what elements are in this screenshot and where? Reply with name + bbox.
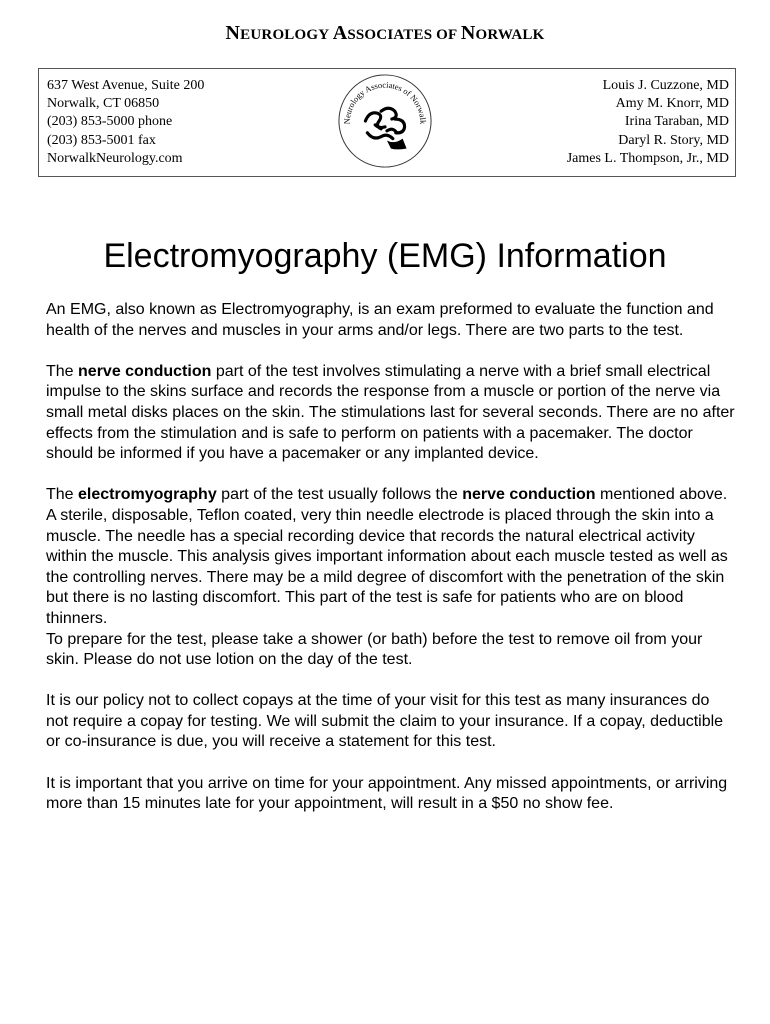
paragraph-electromyography: The electromyography part of the test usually follows the nerve conduction mentioned above. A sterile, disposable, Teflon coated, very thin needle electrode is placed through the skin into a muscle. The needle has a special recording device that records the natural electrical activity within the muscle. This analysis gives important information about each muscle tested as well as the controlling nerves. There may be a mild degree of discomfort with the penetration of the skin but there is no lasting discomfort. This part of the test is safe for patients who are on blood thinners. <box>46 486 728 627</box>
paragraph-appointment-policy: It is important that you arrive on time for your appointment. Any missed appointments, or arriving more than 15 minutes late for your appointment, will result in a $50 no show fee. <box>46 774 728 813</box>
document-title: Electromyography (EMG) Information <box>103 237 667 275</box>
physician-list <box>567 77 729 168</box>
document-body <box>46 300 736 835</box>
fax-number: (203) 853-5001 fax <box>47 132 156 148</box>
brain-logo-icon <box>336 72 434 170</box>
paragraph-intro: An EMG, also known as Electromyography, is an exam preformed to evaluate the function and health of the nerves and muscles in your arms and/or legs. There are two parts to the test. <box>46 301 714 339</box>
letterhead-box <box>38 68 736 177</box>
paragraph-nerve-conduction: The nerve conduction part of the test involves stimulating a nerve with a brief small electrical impulse to the skins surface and records the response from a muscle or portion of the nerve via small metal disks places on the skin. The stimulations last for several seconds. There are no after effects from the stimulation and is safe to perform on patients with a pacemaker. The doctor should be informed if you have a pacemaker or any implanted device. <box>46 362 735 463</box>
physician-name: Amy M. Knorr, MD <box>615 96 729 112</box>
svg-text:Neurology Associates of Norwal <box>343 81 428 126</box>
logo-text: Neurology Associates of Norwalk <box>342 80 428 125</box>
physician-name: Irina Taraban, MD <box>624 114 729 130</box>
physician-name: Louis J. Cuzzone, MD <box>602 78 729 93</box>
organization-name: NEUROLOGY ASSOCIATES OF NORWALK <box>225 22 545 44</box>
physician-name: James L. Thompson, Jr., MD <box>566 150 729 166</box>
phone-number: (203) 853-5000 phone <box>47 114 173 130</box>
address-city: Norwalk, CT 06850 <box>47 96 160 112</box>
paragraph-preparation: To prepare for the test, please take a shower (or bath) before the test to remove oil from your skin. Please do not use lotion on the day of the test. <box>46 630 703 669</box>
website: NorwalkNeurology.com <box>47 150 183 166</box>
contact-info <box>47 77 204 168</box>
paragraph-copay-policy: It is our policy not to collect copays at the time of your visit for this test as many insurances do not require a copay for testing. We will submit the claim to your insurance. If a copay, deductible or co-insurance is due, you will receive a statement for this test. <box>46 692 724 751</box>
address-street: 637 West Avenue, Suite 200 <box>47 78 205 93</box>
physician-name: Daryl R. Story, MD <box>618 132 729 148</box>
